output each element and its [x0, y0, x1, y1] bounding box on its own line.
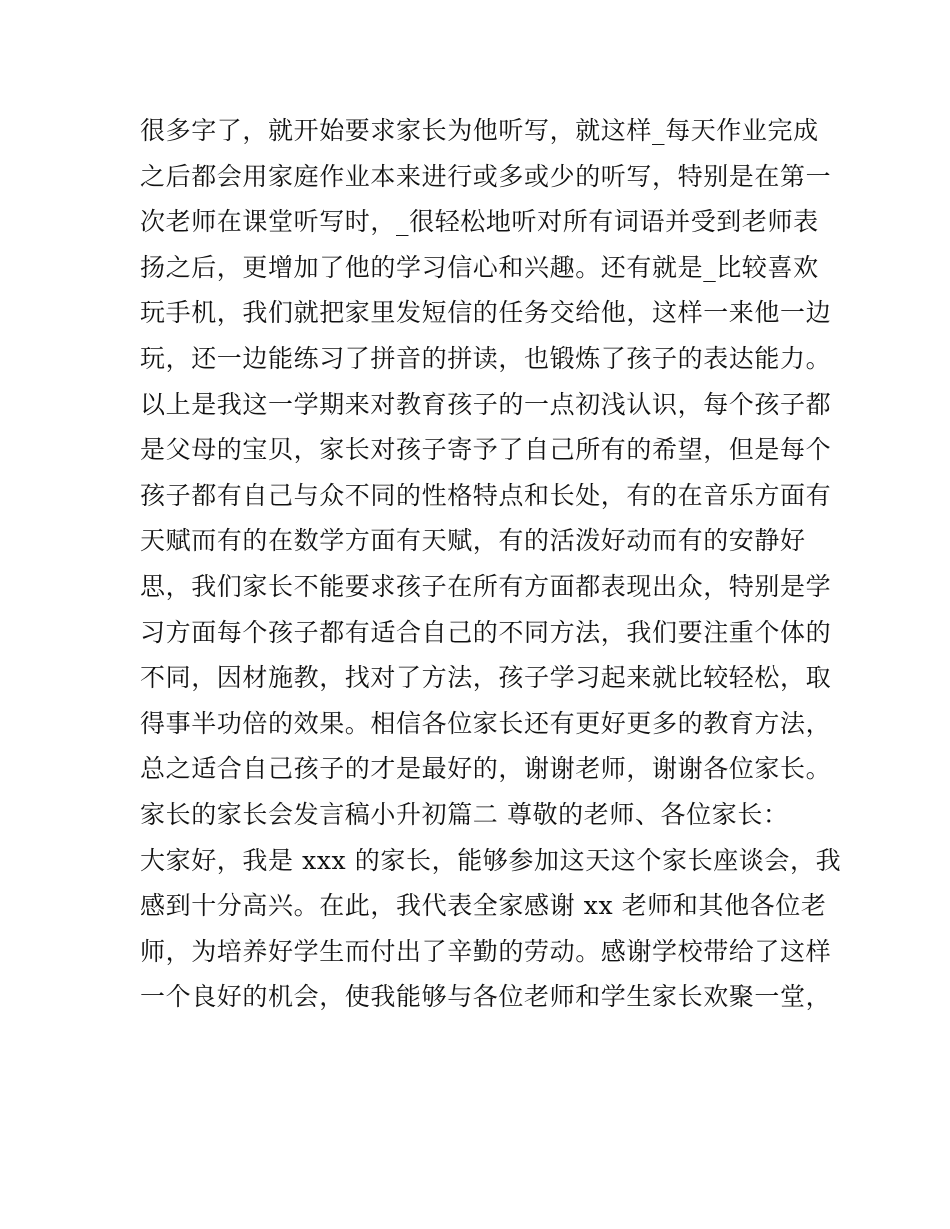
text-line: 感到十分高兴。在此，我代表全家感谢 xx 老师和其他各位老 — [140, 891, 827, 921]
text-line: 大家好，我是 xxx 的家长，能够参加这天这个家长座谈会，我 — [140, 845, 842, 875]
text-line: 总之适合自己孩子的才是最好的，谢谢老师，谢谢各位家长。 — [140, 754, 832, 784]
text-line: 师，为培养好学生而付出了辛勤的劳动。感谢学校带给了这样 — [140, 936, 832, 966]
text-line: 之后都会用家庭作业本来进行或多或少的听写，特别是在第一 — [140, 161, 832, 191]
body-text — [140, 108, 842, 1020]
text-line: 玩，还一边能练习了拼音的拼读，也锻炼了孩子的表达能力。 — [140, 343, 832, 373]
text-line: 很多字了，就开始要求家长为他听写，就这样_每天作业完成 — [140, 116, 819, 145]
text-line: 孩子都有自己与众不同的性格特点和长处，有的在音乐方面有 — [140, 480, 832, 510]
text-line: 以上是我这一学期来对教育孩子的一点初浅认识，每个孩子都 — [140, 389, 832, 419]
text-line: 是父母的宝贝，家长对孩子寄予了自己所有的希望，但是每个 — [140, 435, 832, 465]
text-line: 得事半功倍的效果。相信各位家长还有更好更多的教育方法， — [140, 708, 832, 738]
text-line: 玩手机，我们就把家里发短信的任务交给他，这样一来他一边 — [140, 298, 832, 328]
text-line: 一个良好的机会，使我能够与各位老师和学生家长欢聚一堂， — [140, 982, 832, 1012]
text-line: 扬之后，更增加了他的学习信心和兴趣。还有就是_比较喜欢 — [140, 252, 819, 282]
text-line: 思，我们家长不能要求孩子在所有方面都表现出众，特别是学 — [140, 571, 832, 601]
text-line: 不同，因材施教，找对了方法，孩子学习起来就比较轻松，取 — [140, 663, 832, 693]
text-line: 天赋而有的在数学方面有天赋，有的活泼好动而有的安静好 — [140, 526, 806, 556]
text-line: 次老师在课堂听写时，_很轻松地听对所有词语并受到老师表 — [140, 207, 819, 237]
section-heading-line: 家长的家长会发言稿小升初篇二 尊敬的老师、各位家长： — [140, 799, 789, 829]
text-line: 习方面每个孩子都有适合自己的不同方法，我们要注重个体的 — [140, 617, 832, 647]
